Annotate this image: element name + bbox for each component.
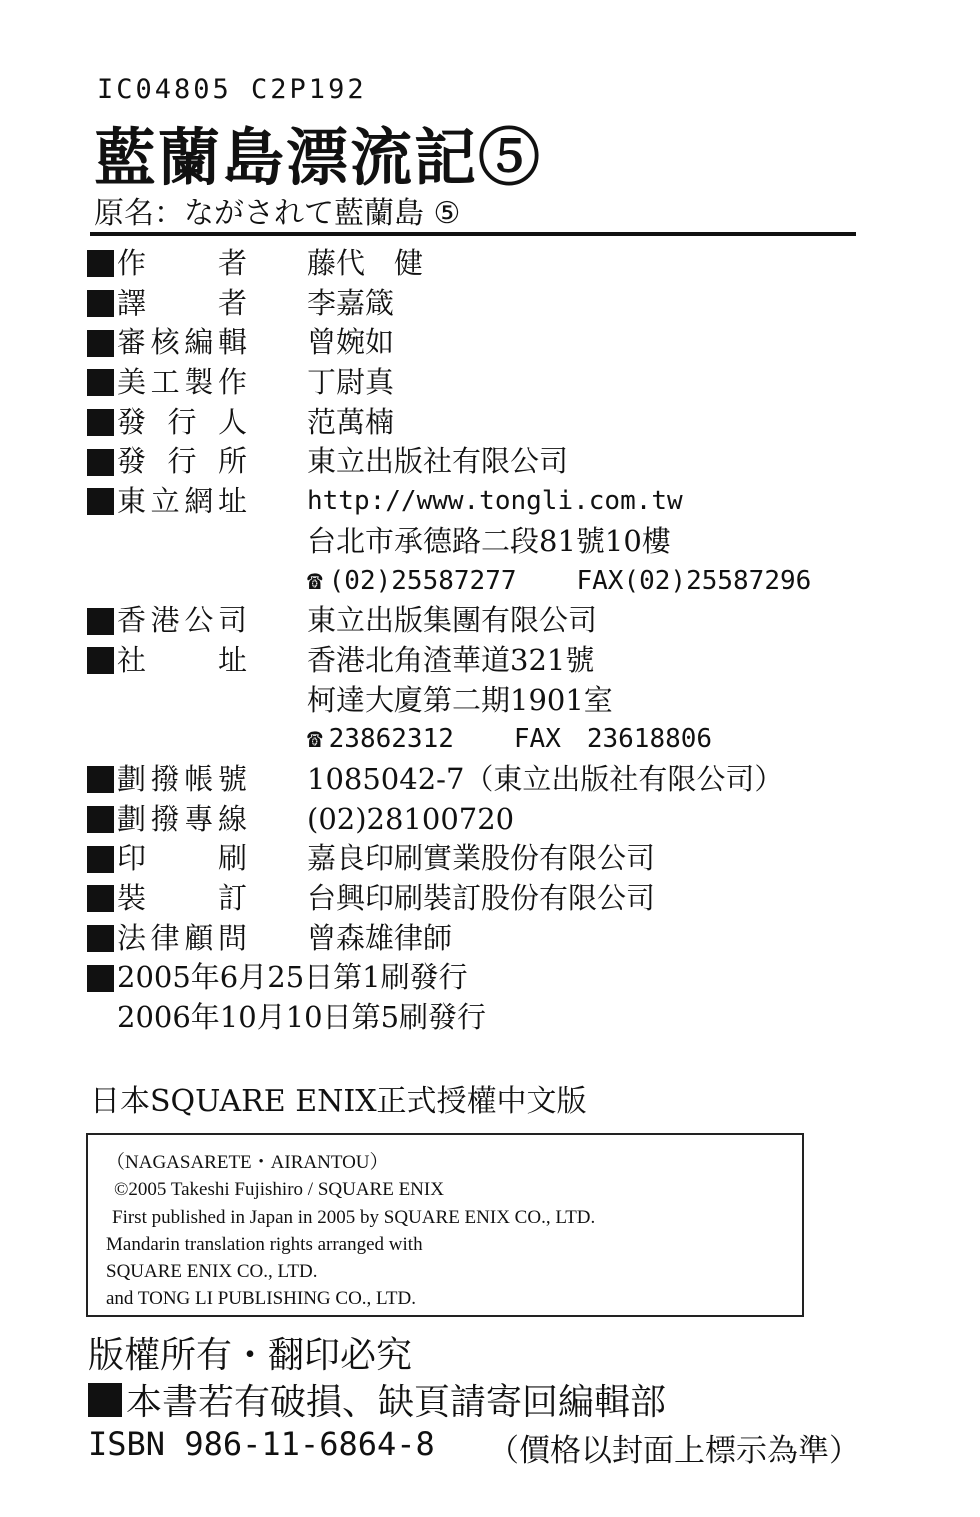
hk-phone: 23862312	[328, 724, 454, 755]
copyright-line: ©2005 Takeshi Fujishiro / SQUARE ENIX	[114, 1179, 444, 1201]
credit-label: 譯 者	[117, 285, 247, 320]
credit-row-author	[87, 244, 867, 284]
credit-row-printing	[87, 839, 867, 879]
credit-row-art	[87, 363, 867, 403]
credit-value: 藤代 健	[307, 246, 424, 280]
bullet-square	[87, 369, 114, 396]
credit-label: 審核編輯	[117, 325, 247, 360]
first-printing: 2005年6月25日第1刷發行	[117, 960, 468, 995]
bullet-square	[87, 965, 114, 992]
credit-row-account	[87, 760, 867, 800]
first-printing-row	[87, 958, 867, 998]
copyright-box	[86, 1133, 804, 1317]
credit-row-binding	[87, 879, 867, 919]
price-note: （價格以封面上標示為準）	[488, 1433, 860, 1469]
credit-value: 嘉良印刷實業股份有限公司	[307, 841, 656, 876]
credit-label: 印 刷	[117, 841, 247, 876]
bullet-square	[87, 449, 114, 476]
credit-row-legal	[87, 919, 867, 959]
credit-row-publishing-house	[87, 442, 867, 482]
copyright-line: SQUARE ENIX CO., LTD.	[106, 1261, 318, 1283]
credit-row-editor	[87, 323, 867, 363]
website-url[interactable]: http://www.tongli.com.tw	[307, 486, 683, 517]
credit-label: 劃撥帳號	[117, 761, 247, 796]
taiwan-phone: (02)25587277	[328, 565, 517, 596]
bullet-square	[87, 846, 114, 873]
bullet-square	[87, 290, 114, 317]
credit-label: 發 行 人	[117, 404, 247, 439]
credit-value: 丁尉真	[307, 365, 395, 400]
rights-reserved: 版權所有・翻印必究	[88, 1335, 413, 1376]
bullet-square	[87, 806, 114, 833]
taiwan-address-row	[87, 522, 867, 562]
credit-row-hk-company	[87, 601, 867, 641]
credit-value: 台興印刷裝訂股份有限公司	[307, 881, 656, 915]
credit-label: 社 址	[117, 642, 247, 677]
credits-list	[87, 244, 867, 1038]
damage-notice-text: 本書若有破損、缺頁請寄回編輯部	[126, 1382, 667, 1423]
title-divider	[90, 232, 856, 236]
taiwan-fax: FAX(02)25587296	[576, 565, 812, 596]
hk-address-1: 香港北角渣華道321號	[307, 642, 595, 677]
copyright-line: Mandarin translation rights arranged with	[106, 1233, 423, 1255]
copyright-line: First published in Japan in 2005 by SQUARE ENIX CO., LTD.	[112, 1206, 596, 1228]
telephone-icon: ☎	[307, 565, 323, 596]
credit-row-hotline	[87, 800, 867, 840]
credit-value: 曾森雄律師	[307, 920, 453, 955]
credit-value: 范萬楠	[307, 404, 395, 439]
credit-value: 東立出版集團有限公司	[307, 603, 598, 638]
hk-address-2: 柯達大廈第二期1901室	[307, 682, 613, 717]
credit-label: 法律顧問	[117, 920, 247, 955]
damage-notice	[88, 1374, 666, 1425]
bullet-square	[88, 1383, 122, 1417]
credit-row-translator	[87, 284, 867, 324]
credit-label: 香港公司	[117, 603, 247, 638]
bullet-square	[87, 925, 114, 952]
credit-row-publisher	[87, 403, 867, 443]
credit-value: 東立出版社有限公司	[307, 444, 569, 479]
original-title: 原名：ながされて藍蘭島 ⑤	[94, 196, 461, 231]
fifth-printing: 2006年10月10日第5刷發行	[117, 1000, 487, 1035]
product-code: IC04805 C2P192	[97, 74, 367, 105]
license-statement: 日本SQUARE ENIX正式授權中文版	[90, 1084, 587, 1119]
credit-label: 劃撥專線	[117, 801, 247, 836]
bullet-square	[87, 766, 114, 793]
credit-value: 曾婉如	[307, 325, 395, 360]
credit-label: 東立網址	[117, 484, 247, 519]
hk-phone-row	[87, 720, 867, 760]
credit-label: 美工製作	[117, 365, 247, 400]
hk-fax: FAX 23618806	[513, 724, 713, 755]
bullet-square	[87, 647, 114, 674]
bullet-square	[87, 608, 114, 635]
bullet-square	[87, 409, 114, 436]
bullet-square	[87, 250, 114, 277]
credit-row-hk-address	[87, 641, 867, 681]
telephone-icon: ☎	[307, 724, 323, 755]
bullet-square	[87, 885, 114, 912]
isbn: ISBN 986-11-6864-8	[88, 1425, 435, 1463]
credit-label: 發 行 所	[117, 444, 247, 479]
fifth-printing-row	[87, 998, 867, 1038]
credit-label: 裝 訂	[117, 881, 247, 915]
credit-row-website	[87, 482, 867, 522]
copyright-line: and TONG LI PUBLISHING CO., LTD.	[106, 1288, 416, 1310]
copyright-line: （NAGASARETE・AIRANTOU）	[106, 1152, 389, 1173]
book-title: 藍蘭島漂流記⑤	[94, 121, 543, 194]
hk-address-row-2	[87, 681, 867, 721]
credit-value: (02)28100720	[307, 801, 515, 836]
credit-value: 李嘉箴	[307, 285, 395, 320]
bullet-square	[87, 488, 114, 515]
credit-label: 作 者	[117, 246, 247, 280]
bullet-square	[87, 330, 114, 357]
credit-value: 1085042-7（東立出版社有限公司）	[307, 761, 784, 796]
taiwan-phone-row	[87, 562, 867, 602]
taiwan-address: 台北市承德路二段81號10樓	[307, 523, 671, 558]
